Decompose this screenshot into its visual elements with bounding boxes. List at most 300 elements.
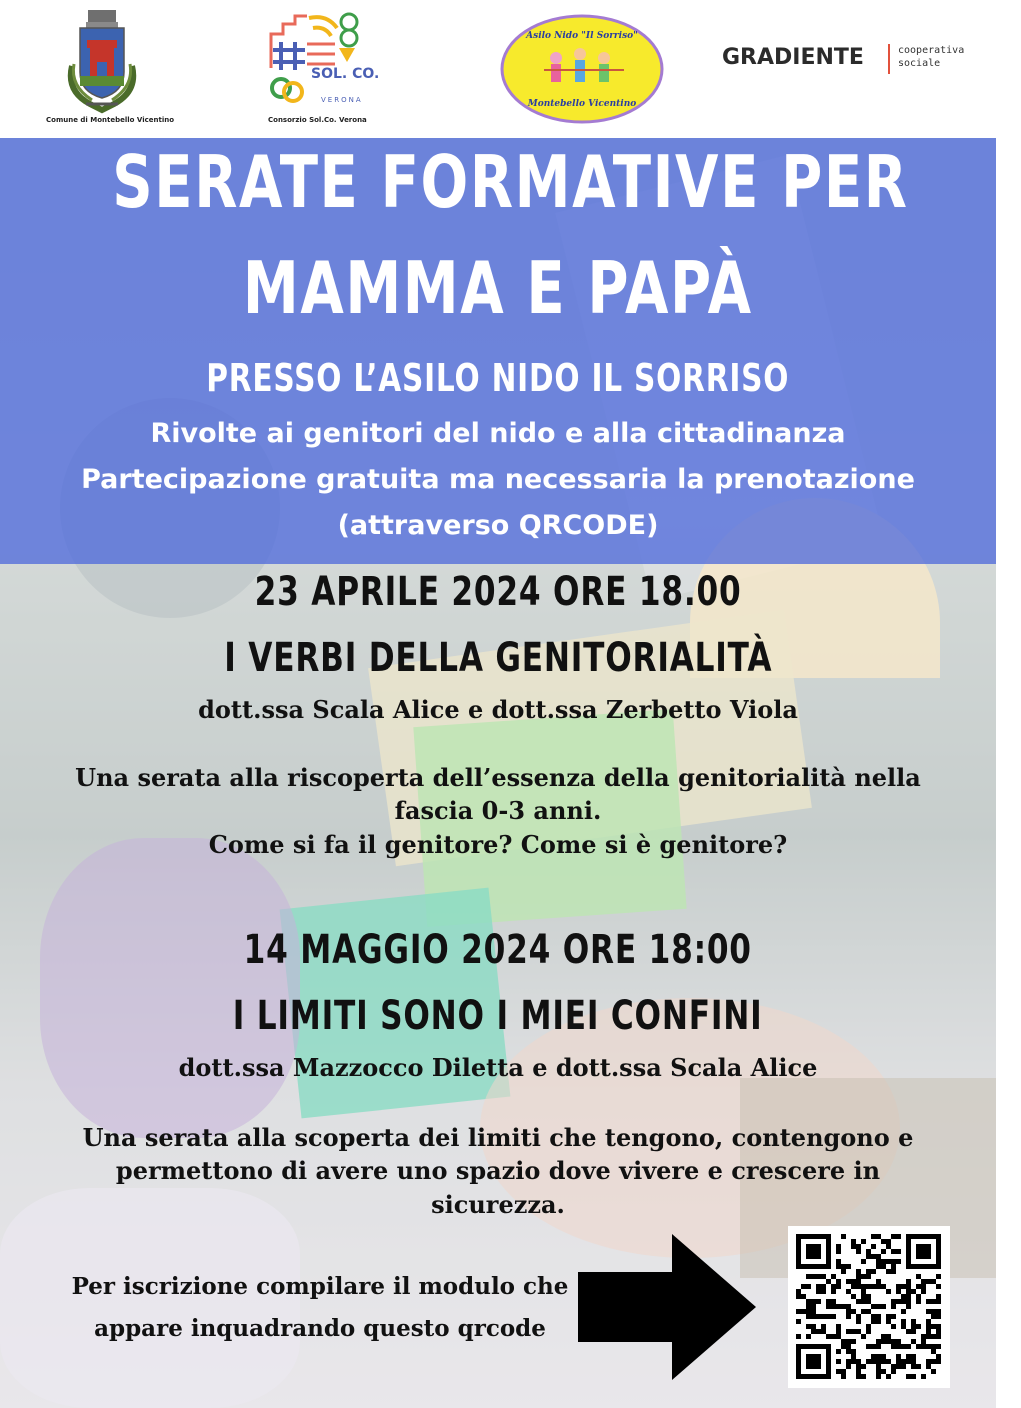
qr-module [841,1234,846,1239]
qr-module [846,1309,851,1314]
qr-module [846,1364,851,1369]
solco-wordmark: SOL. CO. [311,66,380,82]
qr-module [891,1339,896,1344]
qr-module [926,1344,931,1349]
qr-module [796,1354,801,1359]
qr-module [816,1284,821,1289]
qr-module [851,1339,856,1344]
qr-module [896,1359,901,1364]
qr-module [936,1329,941,1334]
qr-module [926,1244,931,1249]
qr-module [851,1359,856,1364]
qr-module [896,1234,901,1239]
qr-module [796,1259,801,1264]
qr-module [936,1314,941,1319]
gradiente-sub1: cooperativa [898,45,965,56]
qr-module [836,1244,841,1249]
qr-module [856,1244,861,1249]
qr-module [906,1329,911,1334]
qr-module [796,1254,801,1259]
qr-module [831,1304,836,1309]
qr-module [801,1374,806,1379]
qr-module [866,1269,871,1274]
qr-module [866,1249,871,1254]
qr-module [821,1324,826,1329]
qr-module [816,1299,821,1304]
event1-title-text: I VERBI DELLA GENITORIALITÀ [224,635,772,681]
qr-module [806,1304,811,1309]
qr-module [896,1339,901,1344]
qr-module [861,1309,866,1314]
qr-module [896,1344,901,1349]
cta-line1: Per iscrizione compilare il modulo che [71,1273,569,1300]
qr-module [876,1304,881,1309]
qr-module [926,1234,931,1239]
qr-module [906,1249,911,1254]
qr-code-pattern [788,1226,950,1388]
qr-module [911,1324,916,1329]
qr-module [936,1359,941,1364]
qr-module [891,1364,896,1369]
qr-module [861,1239,866,1244]
qr-module [906,1344,911,1349]
qr-module [851,1329,856,1334]
qr-module [811,1309,816,1314]
qr-module [916,1249,921,1254]
qr-module [806,1364,811,1369]
qr-module [901,1309,906,1314]
qr-module [881,1259,886,1264]
qr-module [796,1364,801,1369]
qr-module [871,1314,876,1319]
qr-module [916,1364,921,1369]
qr-module [836,1284,841,1289]
qr-module [806,1299,811,1304]
qr-module [866,1254,871,1259]
qr-module [856,1274,861,1279]
qr-module [796,1249,801,1254]
qr-module [821,1374,826,1379]
subtitle-text: PRESSO L’ASILO NIDO IL SORRISO [206,356,790,400]
qr-module [806,1354,811,1359]
qr-module [836,1359,841,1364]
qr-module [831,1289,836,1294]
qr-module [841,1264,846,1269]
qr-module [796,1289,801,1294]
qr-module [816,1289,821,1294]
qr-module [881,1264,886,1269]
qr-module [931,1369,936,1374]
qr-module [936,1264,941,1269]
qr-module [811,1374,816,1379]
qr-module [931,1314,936,1319]
qr-module [871,1354,876,1359]
qr-module [906,1259,911,1264]
qr-module [911,1339,916,1344]
qr-module [861,1259,866,1264]
qr-module [826,1254,831,1259]
qr-code[interactable] [788,1226,950,1388]
qr-module [881,1334,886,1339]
qr-module [936,1294,941,1299]
qr-module [811,1304,816,1309]
qr-module [836,1324,841,1329]
qr-module [886,1259,891,1264]
qr-module [911,1329,916,1334]
qr-module [936,1324,941,1329]
qr-module [826,1369,831,1374]
qr-module [856,1249,861,1254]
qr-module [846,1304,851,1309]
qr-module [881,1304,886,1309]
qr-module [916,1244,921,1249]
qr-module [806,1249,811,1254]
qr-module [821,1274,826,1279]
subtitle [0,354,996,402]
qr-module [806,1314,811,1319]
qr-module [821,1234,826,1239]
qr-module [816,1344,821,1349]
qr-module [816,1329,821,1334]
qr-module [906,1279,911,1284]
event1-title [0,634,996,682]
qr-module [876,1279,881,1284]
qr-module [891,1249,896,1254]
qr-module [911,1354,916,1359]
qr-module [861,1364,866,1369]
event2-desc-line1: Una serata alla scoperta dei limiti che tengono, contengono e [82,1123,914,1152]
qr-module [931,1334,936,1339]
qr-module [826,1234,831,1239]
qr-module [826,1374,831,1379]
qr-module [796,1359,801,1364]
qr-module [846,1314,851,1319]
qr-module [816,1234,821,1239]
qr-module [866,1294,871,1299]
qr-module [936,1274,941,1279]
qr-module [916,1299,921,1304]
qr-module [856,1319,861,1324]
qr-module [891,1299,896,1304]
qr-module [816,1314,821,1319]
qr-module [876,1264,881,1269]
qr-module [826,1259,831,1264]
qr-module [856,1299,861,1304]
qr-module [876,1359,881,1364]
qr-module [906,1244,911,1249]
qr-module [806,1334,811,1339]
qr-module [936,1259,941,1264]
qr-module [841,1344,846,1349]
qr-module [876,1354,881,1359]
qr-module [816,1244,821,1249]
qr-module [861,1274,866,1279]
qr-module [821,1284,826,1289]
qr-module [931,1359,936,1364]
qr-module [921,1334,926,1339]
qr-module [926,1329,931,1334]
qr-module [826,1304,831,1309]
qr-module [926,1324,931,1329]
qr-module [891,1264,896,1269]
title-line2-text: MAMMA E PAPÀ [243,246,753,330]
solco-logo [265,8,380,108]
info-line2: Partecipazione gratuita ma necessaria la prenotazione [81,464,915,495]
qr-module [931,1279,936,1284]
qr-module [866,1274,871,1279]
qr-module [796,1349,801,1354]
event1-desc-line2: fascia 0-3 anni. [394,796,602,825]
qr-module [851,1309,856,1314]
event1-desc-line1: Una serata alla riscoperta dell’essenza della genitorialità nella [75,763,921,792]
qr-module [821,1289,826,1294]
qr-module [846,1329,851,1334]
qr-module [826,1349,831,1354]
qr-module [876,1339,881,1344]
qr-module [816,1354,821,1359]
qr-module [896,1259,901,1264]
qr-module [931,1264,936,1269]
qr-module [806,1324,811,1329]
qr-module [926,1334,931,1339]
qr-module [806,1254,811,1259]
qr-module [796,1244,801,1249]
qr-module [856,1359,861,1364]
event2-desc-line3: sicurezza. [431,1190,565,1219]
qr-module [876,1314,881,1319]
qr-module [871,1234,876,1239]
qr-module [816,1254,821,1259]
qr-module [931,1299,936,1304]
qr-module [926,1249,931,1254]
qr-module [936,1299,941,1304]
qr-module [876,1284,881,1289]
qr-module [856,1374,861,1379]
qr-module [906,1254,911,1259]
qr-module [881,1339,886,1344]
qr-module [881,1249,886,1254]
qr-module [901,1344,906,1349]
gradiente-sub2: sociale [898,58,941,69]
qr-module [876,1319,881,1324]
qr-module [916,1264,921,1269]
qr-module [836,1304,841,1309]
qr-module [896,1299,901,1304]
qr-module [811,1234,816,1239]
qr-module [811,1359,816,1364]
gradiente-logo [722,42,982,76]
qr-module [846,1339,851,1344]
qr-module [936,1334,941,1339]
qr-module [806,1359,811,1364]
qr-module [936,1244,941,1249]
qr-module [926,1264,931,1269]
qr-module [911,1264,916,1269]
qr-module [816,1374,821,1379]
qr-module [801,1294,806,1299]
qr-module [811,1324,816,1329]
qr-module [911,1359,916,1364]
qr-module [926,1359,931,1364]
qr-module [846,1279,851,1284]
qr-module [841,1374,846,1379]
qr-module [851,1244,856,1249]
qr-module [851,1239,856,1244]
qr-module [896,1354,901,1359]
qr-module [836,1349,841,1354]
qr-module [921,1284,926,1289]
qr-module [916,1254,921,1259]
qr-module [886,1339,891,1344]
qr-module [861,1294,866,1299]
qr-module [806,1244,811,1249]
qr-module [816,1264,821,1269]
qr-module [811,1354,816,1359]
qr-module [801,1284,806,1289]
qr-module [856,1269,861,1274]
qr-module [846,1264,851,1269]
qr-module [836,1259,841,1264]
qr-module [841,1304,846,1309]
qr-module [866,1309,871,1314]
title-line1-text: SERATE FORMATIVE PER [112,140,909,224]
qr-module [891,1234,896,1239]
info-line3: (attraverso QRCODE) [337,510,659,541]
qr-module [811,1244,816,1249]
qr-module [896,1289,901,1294]
qr-module [871,1269,876,1274]
main-title-line2 [0,246,996,330]
qr-module [826,1299,831,1304]
qr-module [891,1344,896,1349]
qr-module [841,1369,846,1374]
qr-module [851,1279,856,1284]
qr-module [891,1314,896,1319]
qr-module [886,1314,891,1319]
qr-module [891,1259,896,1264]
qr-module [831,1334,836,1339]
qr-module [826,1359,831,1364]
qr-module [921,1339,926,1344]
qr-module [866,1299,871,1304]
qr-module [836,1369,841,1374]
qr-module [821,1264,826,1269]
qr-module [936,1284,941,1289]
qr-module [871,1359,876,1364]
qr-module [811,1274,816,1279]
qr-module [831,1314,836,1319]
qr-module [931,1234,936,1239]
qr-module [836,1264,841,1269]
qr-module [811,1344,816,1349]
qr-module [816,1364,821,1369]
event2-desc-line2: permettono di avere uno spazio dove vivere e crescere in [115,1156,881,1185]
qr-module [866,1359,871,1364]
cta-line2: appare inquadrando questo qrcode [94,1315,546,1342]
qr-module [921,1234,926,1239]
qr-module [801,1264,806,1269]
qr-module [856,1314,861,1319]
qr-module [886,1359,891,1364]
qr-module [886,1269,891,1274]
qr-module [911,1289,916,1294]
qr-module [906,1299,911,1304]
qr-module [906,1294,911,1299]
qr-module [811,1254,816,1259]
qr-module [796,1309,801,1314]
event2-speakers: dott.ssa Mazzocco Diletta e dott.ssa Scala Alice [178,1053,818,1082]
qr-module [856,1364,861,1369]
qr-module [811,1264,816,1269]
qr-module [866,1284,871,1289]
qr-module [851,1294,856,1299]
qr-module [926,1309,931,1314]
qr-module [871,1304,876,1309]
qr-module [896,1364,901,1369]
qr-module [896,1284,901,1289]
gradiente-wordmark: GRADIENTE [722,45,864,70]
qr-module [886,1239,891,1244]
qr-module [861,1374,866,1379]
qr-module [826,1249,831,1254]
qr-module [846,1344,851,1349]
qr-module [856,1329,861,1334]
qr-module [826,1334,831,1339]
qr-module [836,1334,841,1339]
logo-header [0,0,996,138]
event2-date [0,926,996,974]
qr-module [861,1299,866,1304]
comune-caption: Comune di Montebello Vicentino [46,116,175,124]
qr-module [936,1344,941,1349]
qr-module [881,1354,886,1359]
qr-module [816,1359,821,1364]
qr-module [901,1299,906,1304]
qr-module [906,1264,911,1269]
qr-module [866,1344,871,1349]
qr-module [851,1284,856,1289]
qr-module [901,1324,906,1329]
event1-speakers: dott.ssa Scala Alice e dott.ssa Zerbetto Viola [198,695,798,724]
qr-module [901,1284,906,1289]
qr-module [901,1364,906,1369]
qr-module [806,1374,811,1379]
main-title-line1 [0,140,996,224]
qr-module [831,1274,836,1279]
qr-module [901,1319,906,1324]
qr-module [826,1314,831,1319]
qr-module [826,1354,831,1359]
qr-module [841,1269,846,1274]
qr-module [926,1279,931,1284]
qr-module [936,1309,941,1314]
qr-module [921,1289,926,1294]
qr-module [886,1334,891,1339]
qr-module [796,1374,801,1379]
qr-module [926,1299,931,1304]
qr-module [871,1319,876,1324]
qr-module [911,1319,916,1324]
qr-module [891,1269,896,1274]
qr-module [876,1259,881,1264]
asilo-top-text: Asilo Nido "Il Sorriso" [526,31,638,41]
qr-module [796,1234,801,1239]
qr-module [911,1364,916,1369]
event1-desc-line3: Come si fa il genitore? Come si è genitore? [208,830,788,859]
qr-module [931,1349,936,1354]
qr-module [801,1344,806,1349]
event1-date-text: 23 APRILE 2024 ORE 18.00 [254,569,742,615]
